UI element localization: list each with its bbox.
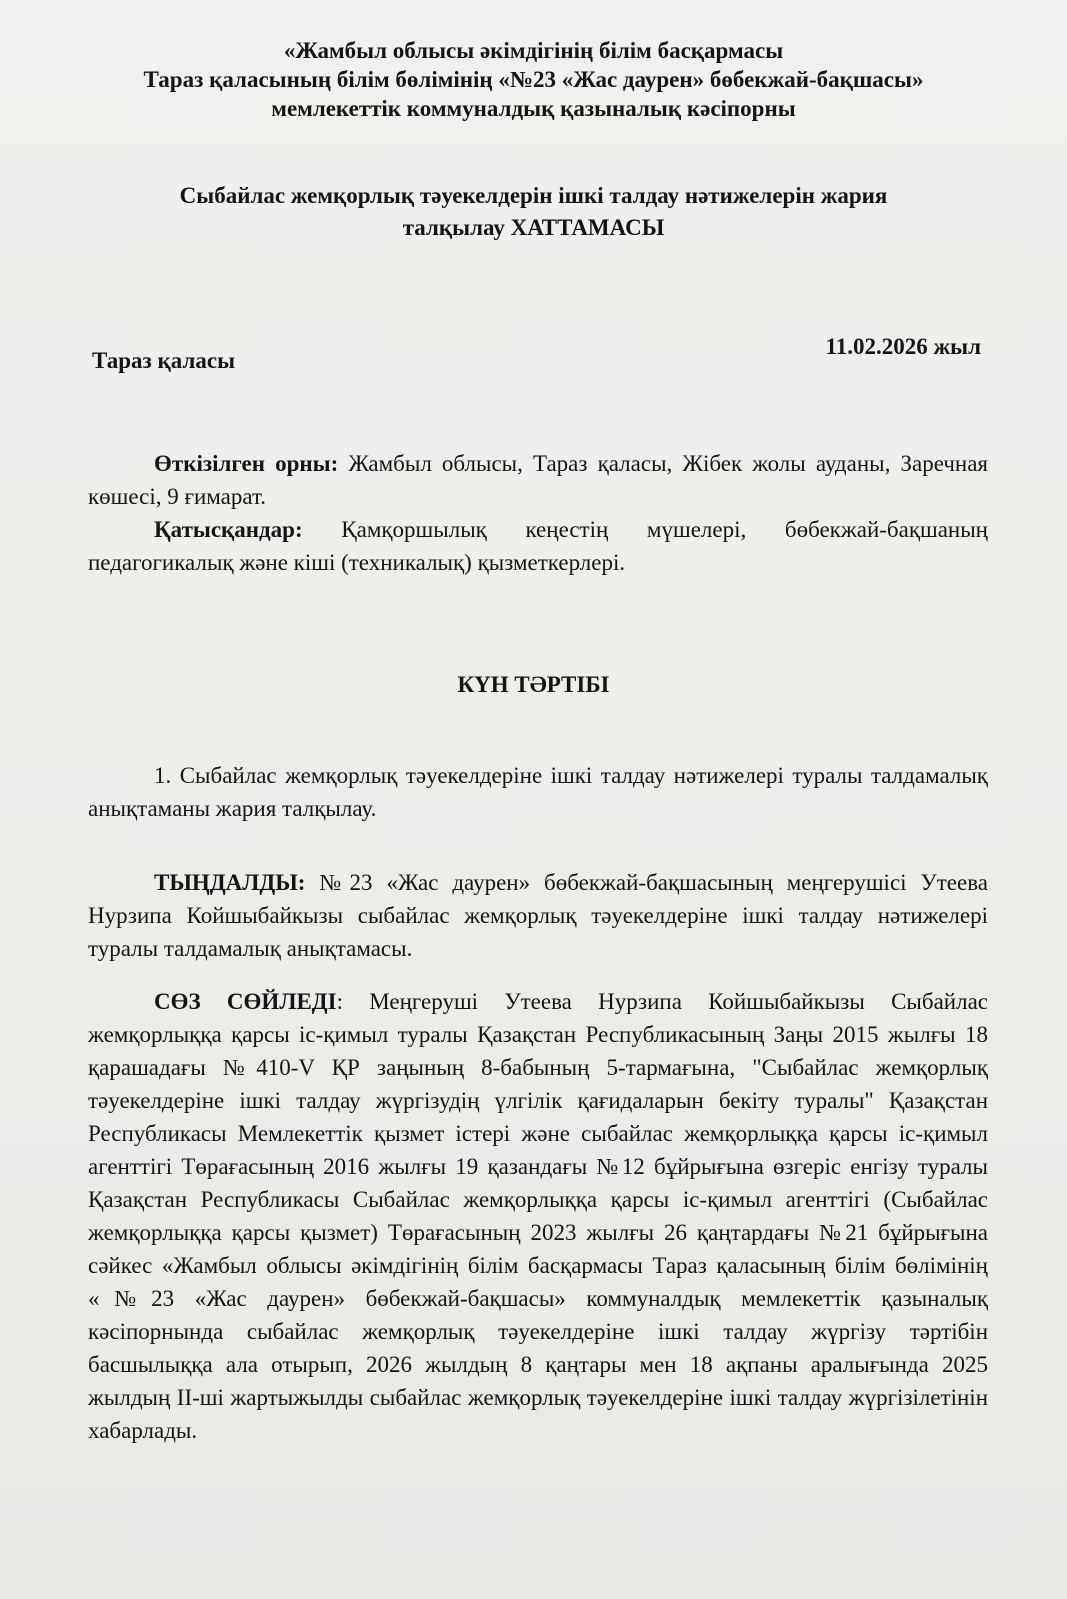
agenda-item-1-text: 1. Сыбайлас жемқорлық тәуекелдеріне ішкі талдау нәтижелері туралы талдамалық анықтаманы жария талқылау. <box>88 763 988 821</box>
organization-header <box>60 36 1007 123</box>
venue-paragraph <box>88 447 988 513</box>
title-line-2: талқылау ХАТТАМАСЫ <box>402 215 665 240</box>
date: 11.02.2026 жыл <box>825 334 981 359</box>
spoke-paragraph <box>88 985 988 1447</box>
participants-label: Қатысқандар: <box>154 517 303 542</box>
spoke-text: : Меңгеруші Утеева Нурзипа Койшыбайкызы Сыбайлас жемқорлыққа қарсы іс-қимыл туралы Қазақстан Республикасының Заңы 2015 жылғы 18 қарашадағы №410-V ҚР заңының 8-бабының 5-тармағына, "Сыбайлас жемқорлық тәуекелдеріне ішкі талдау жүргізудің үлгілік қағидаларын бекіту туралы" Қазақстан Республикасы Мемлекеттік қызмет істері және сыбайлас жемқорлыққа қарсы іс-қимыл агенттігі Төрағасының 2016 жылғы 19 қазандағы №12 бұйрығына өзгеріс енгізу туралы Қазақстан Республикасы Сыбайлас жемқорлыққа қарсы іс-қимыл агенттігі (Сыбайлас жемқорлыққа қарсы қызмет) Төрағасының 2023 жылғы 26 қаңтардағы №21 бұйрығына сәйкес «Жамбыл облысы әкімдігінің білім басқармасы Тараз қаласының білім бөлімінің «№23 «Жас даурен» бөбекжай-бақшасы» коммуналдық мемлекеттік қазыналық кәсіпорнында сыбайлас жемқорлық тәуекелдеріне ішкі талдау жүргізу тәртібін басшылыққа ала отырып, 2026 жылдың 8 қаңтары мен 18 ақпаны аралығында 2025 жылдың ІІ-ші жартыжылды сыбайлас жемқорлық тәуекелдеріне ішкі талдау жүргізілетінін хабарлады. <box>88 989 988 1443</box>
city: Тараз қаласы <box>92 348 236 373</box>
listened-text: №23 «Жас даурен» бөбекжай-бақшасының меңгерушісі Утеева Нурзипа Койшыбайкызы сыбайлас жемқорлық тәуекелдеріне ішкі талдау нәтижелері туралы талдамалық анықтамасы. <box>88 870 988 961</box>
spoke-label: СӨЗ СӨЙЛЕДІ <box>154 989 337 1014</box>
listened-paragraph <box>88 866 988 965</box>
listened-label: ТЫҢДАЛДЫ: <box>154 870 306 895</box>
venue-label: Өткізілген орны: <box>154 451 339 476</box>
header-line-1: «Жамбыл облысы әкімдігінің білім басқармасы <box>283 38 784 63</box>
agenda-heading: КҮН ТӘРТІБІ <box>457 672 610 697</box>
venue-text: Жамбыл облысы, Тараз қаласы, Жібек жолы ауданы, Заречная көшесі, 9 ғимарат. <box>88 451 988 509</box>
agenda-item-1 <box>88 759 988 825</box>
title-line-1: Сыбайлас жемқорлық тәуекелдерін ішкі талдау нәтижелерін жария <box>179 183 888 208</box>
participants-text: Қамқоршылық кеңестің мүшелері, бөбекжай-бақшаның педагогикалық және кіші (техникалық) қызметкерлері. <box>88 517 988 575</box>
header-line-3: мемлекеттік коммуналдық қазыналық кәсіпорны <box>271 96 796 121</box>
document-title <box>70 180 997 244</box>
participants-paragraph <box>88 513 988 579</box>
header-line-2: Тараз қаласының білім бөлімінің «№23 «Жас даурен» бөбекжай-бақшасы» <box>143 67 924 92</box>
